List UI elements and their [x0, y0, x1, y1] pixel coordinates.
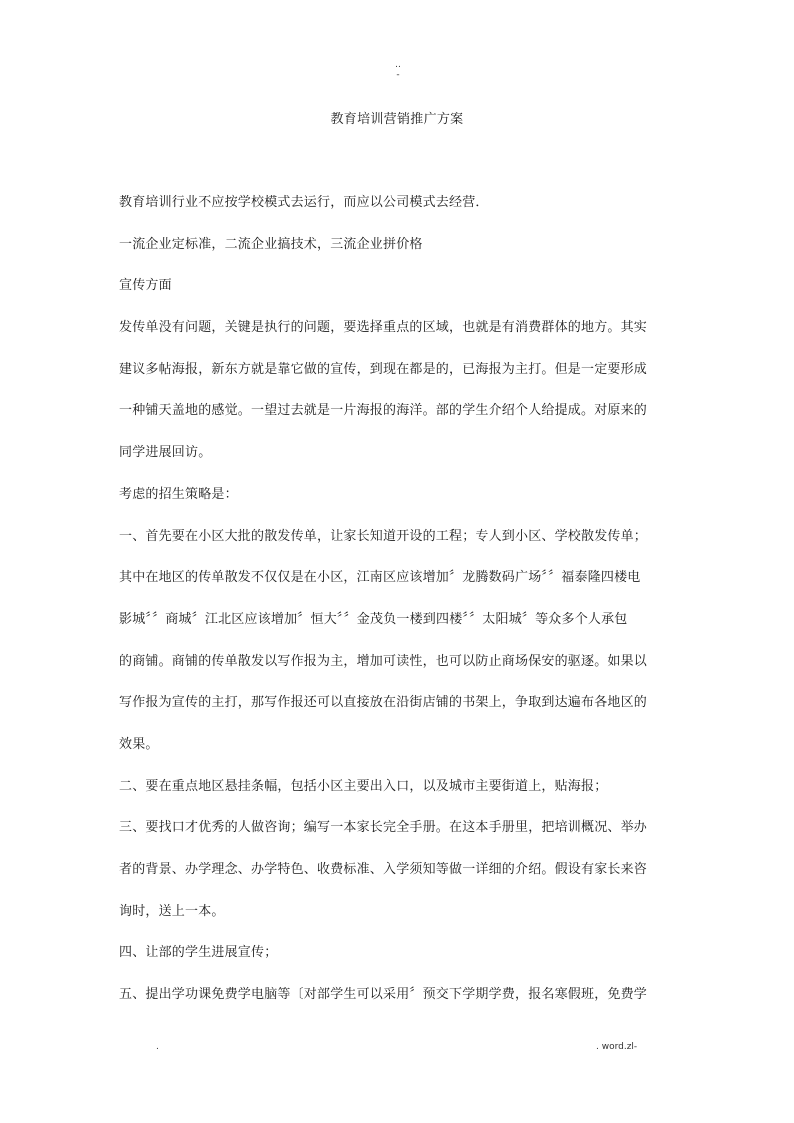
section-heading: 宣传方面: [119, 278, 172, 294]
body-line: 同学进展回访。: [119, 445, 212, 461]
header-mark: [392, 60, 404, 80]
body-line: 一流企业定标准，二流企业搞技术，三流企业拼价格: [119, 236, 423, 252]
body-line: 五、提出学功课免费学电脑等〔对部学生可以采用〞预交下学期学费，报名寒假班，免费学: [119, 987, 648, 1003]
body-line: 影城〞〞商城〞江北区应该增加〞恒大〞〞金茂负一楼到四楼〞〞太阳城〞等众多个人承包: [119, 611, 628, 627]
body-line: 发传单没有问题，关键是执行的问题，要选择重点的区域，也就是有消费群体的地方。其实: [119, 320, 648, 336]
body-line: 效果。: [119, 736, 159, 752]
body-line: 其中在地区的传单散发不仅仅是在小区，江南区应该增加〞龙腾数码广场〞〞福泰隆四楼电: [119, 570, 641, 586]
body-line: 四、让部的学生进展宣传；: [119, 945, 278, 961]
body-line: 教育培训行业不应按学校模式去运行，而应以公司模式去经营．: [119, 195, 489, 210]
body-line: 建议多帖海报，新东方就是靠它做的宣传，到现在都是的，已海报为主打。但是一定要形成: [119, 361, 648, 377]
header-mark-top: ..: [395, 60, 401, 70]
body-line: 写作报为宣传的主打，那写作报还可以直接放在沿街店铺的书架上，争取到达遍布各地区的: [119, 695, 648, 711]
body-line: 一、首先要在小区大批的散发传单，让家长知道开设的工程；专人到小区、学校散发传单；: [119, 528, 648, 544]
body-line: 考虑的招生策略是：: [119, 486, 238, 502]
body-line: 一种铺天盖地的感觉。一望过去就是一片海报的海洋。部的学生介绍个人给提成。对原来的: [119, 403, 648, 419]
document-body: [119, 190, 679, 1024]
body-line: 二、要在重点地区悬挂条幅，包括小区主要出入口，以及城市主要街道上，贴海报；: [119, 778, 608, 794]
footer-left: .: [156, 1042, 159, 1052]
body-line: 的商铺。商铺的传单散发以写作报为主，增加可读性，也可以防止商场保安的驱逐。如果以: [119, 653, 648, 669]
body-line: 者的背景、办学理念、办学特色、收费标准、入学须知等做一详细的介绍。假设有家长来咨: [119, 862, 648, 877]
body-line: 三、要找口才优秀的人做咨询；编写一本家长完全手册。在这本手册里，把培训概况、举办: [119, 820, 648, 836]
body-line: 询时，送上一本。: [119, 903, 225, 919]
document-title: 教育培训营销推广方案: [330, 112, 464, 127]
footer-right: . word.zl-: [596, 1042, 638, 1052]
header-mark-bottom: -: [396, 70, 400, 80]
